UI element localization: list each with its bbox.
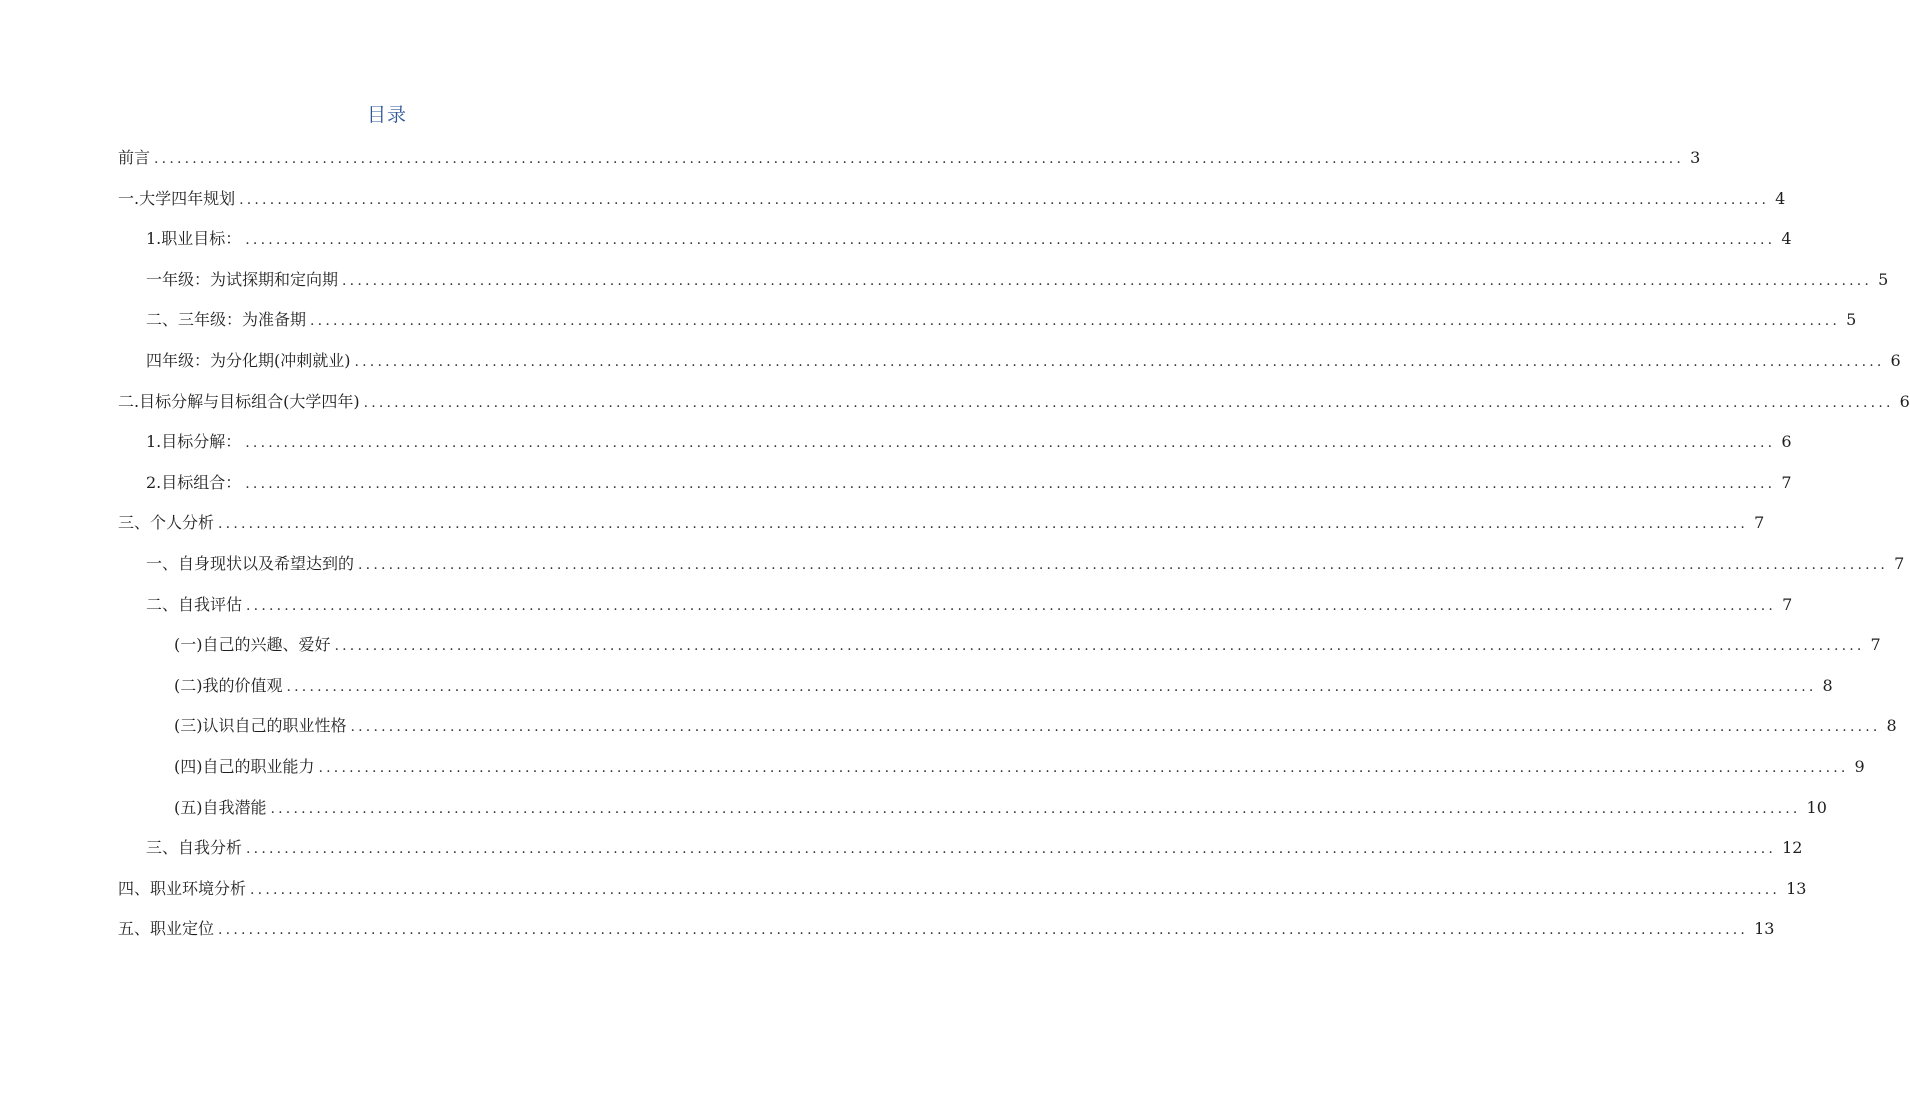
toc-entry-text: (三)认识自己的职业性格 xyxy=(174,716,347,736)
toc-entry-text: 二、自我评估 xyxy=(146,594,243,614)
toc-page-number: 7 xyxy=(1782,594,1793,614)
toc-entry-text: 五、职业定位 xyxy=(118,919,215,939)
toc-page-number: 13 xyxy=(1754,919,1775,939)
toc-dot-leader: ........................................................................................................................................................................................................ xyxy=(310,313,1841,330)
toc-entry-text: (一)自己的兴趣、爱好 xyxy=(174,635,331,655)
toc-dot-leader: ........................................................................................................................................................................................................ xyxy=(318,759,1849,776)
toc-dot-leader: ........................................................................................................................................................................................................ xyxy=(239,191,1770,208)
toc-entry-text: 1.职业目标： xyxy=(146,229,242,249)
toc-page-number: 4 xyxy=(1781,229,1792,249)
toc-entry[interactable] xyxy=(118,592,1793,633)
toc-dot-leader: ........................................................................................................................................................................................................ xyxy=(358,556,1889,573)
toc-title: 目录 xyxy=(366,104,407,126)
toc-dot-leader: ........................................................................................................................................................................................................ xyxy=(354,353,1885,370)
toc-entry-text: 四、职业环境分析 xyxy=(118,878,247,898)
toc-page-number: 4 xyxy=(1775,188,1786,208)
toc-entry[interactable] xyxy=(118,916,1775,957)
toc-dot-leader: ........................................................................................................................................................................................................ xyxy=(363,394,1894,411)
toc-entry[interactable] xyxy=(118,673,1833,714)
toc-dot-leader: ........................................................................................................................................................................................................ xyxy=(246,597,1777,614)
toc-entry[interactable] xyxy=(118,267,1889,308)
toc-entry-text: 一.大学四年规划 xyxy=(118,188,236,208)
toc-entry[interactable] xyxy=(118,226,1792,267)
toc-entry[interactable] xyxy=(118,713,1897,754)
toc-page-number: 6 xyxy=(1899,391,1910,411)
toc-entry[interactable] xyxy=(118,510,1765,551)
toc-page-number: 7 xyxy=(1870,635,1881,655)
toc-page-number: 12 xyxy=(1782,838,1803,858)
toc-dot-leader: ........................................................................................................................................................................................................ xyxy=(218,516,1749,533)
toc-page-number: 6 xyxy=(1781,432,1792,452)
toc-entry[interactable] xyxy=(118,795,1827,836)
toc-page-number: 10 xyxy=(1806,797,1827,817)
toc-entry-text: (二)我的价值观 xyxy=(174,675,283,695)
toc-entry-text: 2.目标组合： xyxy=(146,472,242,492)
toc-page-number: 3 xyxy=(1690,148,1701,167)
toc-dot-leader: ........................................................................................................................................................................................................ xyxy=(245,232,1776,249)
toc-entry[interactable] xyxy=(118,754,1865,795)
toc-entry-text: 一、自身现状以及希望达到的 xyxy=(146,553,355,573)
toc-dot-leader: ........................................................................................................................................................................................................ xyxy=(154,151,1685,167)
toc-entry-text: 二.目标分解与目标组合(大学四年) xyxy=(118,391,360,411)
toc-entry[interactable] xyxy=(118,632,1881,673)
toc-entry[interactable] xyxy=(118,186,1786,227)
toc-entry[interactable] xyxy=(118,876,1807,917)
toc-entry-text: 前言 xyxy=(118,148,151,167)
toc-dot-leader: ........................................................................................................................................................................................................ xyxy=(246,841,1777,858)
toc-entry-text: 二、三年级：为准备期 xyxy=(146,310,307,330)
toc-entry[interactable] xyxy=(118,389,1910,430)
toc-dot-leader: ........................................................................................................................................................................................................ xyxy=(250,881,1781,898)
toc-page-number: 7 xyxy=(1754,513,1765,533)
toc-entry-text: 四年级：为分化期(冲刺就业) xyxy=(146,350,351,370)
toc-dot-leader: ........................................................................................................................................................................................................ xyxy=(270,800,1801,817)
toc-page-number: 7 xyxy=(1894,553,1905,573)
toc-entry-text: 一年级：为试探期和定向期 xyxy=(146,269,339,289)
toc-page-number: 5 xyxy=(1878,269,1889,289)
toc-entry[interactable] xyxy=(118,145,1701,186)
toc-entry[interactable] xyxy=(118,835,1803,876)
toc-dot-leader: ........................................................................................................................................................................................................ xyxy=(286,678,1817,695)
toc-dot-leader: ........................................................................................................................................................................................................ xyxy=(342,272,1873,289)
toc-page-number: 7 xyxy=(1781,472,1792,492)
toc-entry[interactable] xyxy=(118,470,1792,511)
toc-page-number: 13 xyxy=(1786,878,1807,898)
table-of-contents xyxy=(118,145,1910,957)
toc-page-number: 8 xyxy=(1886,716,1897,736)
toc-page-number: 9 xyxy=(1854,756,1865,776)
toc-entry[interactable] xyxy=(118,307,1857,348)
toc-entry[interactable] xyxy=(118,348,1901,389)
toc-dot-leader: ........................................................................................................................................................................................................ xyxy=(245,435,1776,452)
toc-dot-leader: ........................................................................................................................................................................................................ xyxy=(245,475,1776,492)
toc-dot-leader: ........................................................................................................................................................................................................ xyxy=(334,638,1865,655)
toc-dot-leader: ........................................................................................................................................................................................................ xyxy=(350,719,1881,736)
toc-entry[interactable] xyxy=(118,429,1792,470)
toc-entry-text: 三、个人分析 xyxy=(118,513,215,533)
toc-entry-text: 1.目标分解： xyxy=(146,432,242,452)
toc-entry-text: (五)自我潜能 xyxy=(174,797,267,817)
toc-page-number: 5 xyxy=(1846,310,1857,330)
toc-entry-text: 三、自我分析 xyxy=(146,838,243,858)
toc-entry-text: (四)自己的职业能力 xyxy=(174,756,315,776)
toc-page-number: 8 xyxy=(1822,675,1833,695)
toc-page-number: 6 xyxy=(1890,350,1901,370)
toc-dot-leader: ........................................................................................................................................................................................................ xyxy=(218,922,1749,939)
toc-entry[interactable] xyxy=(118,551,1905,592)
